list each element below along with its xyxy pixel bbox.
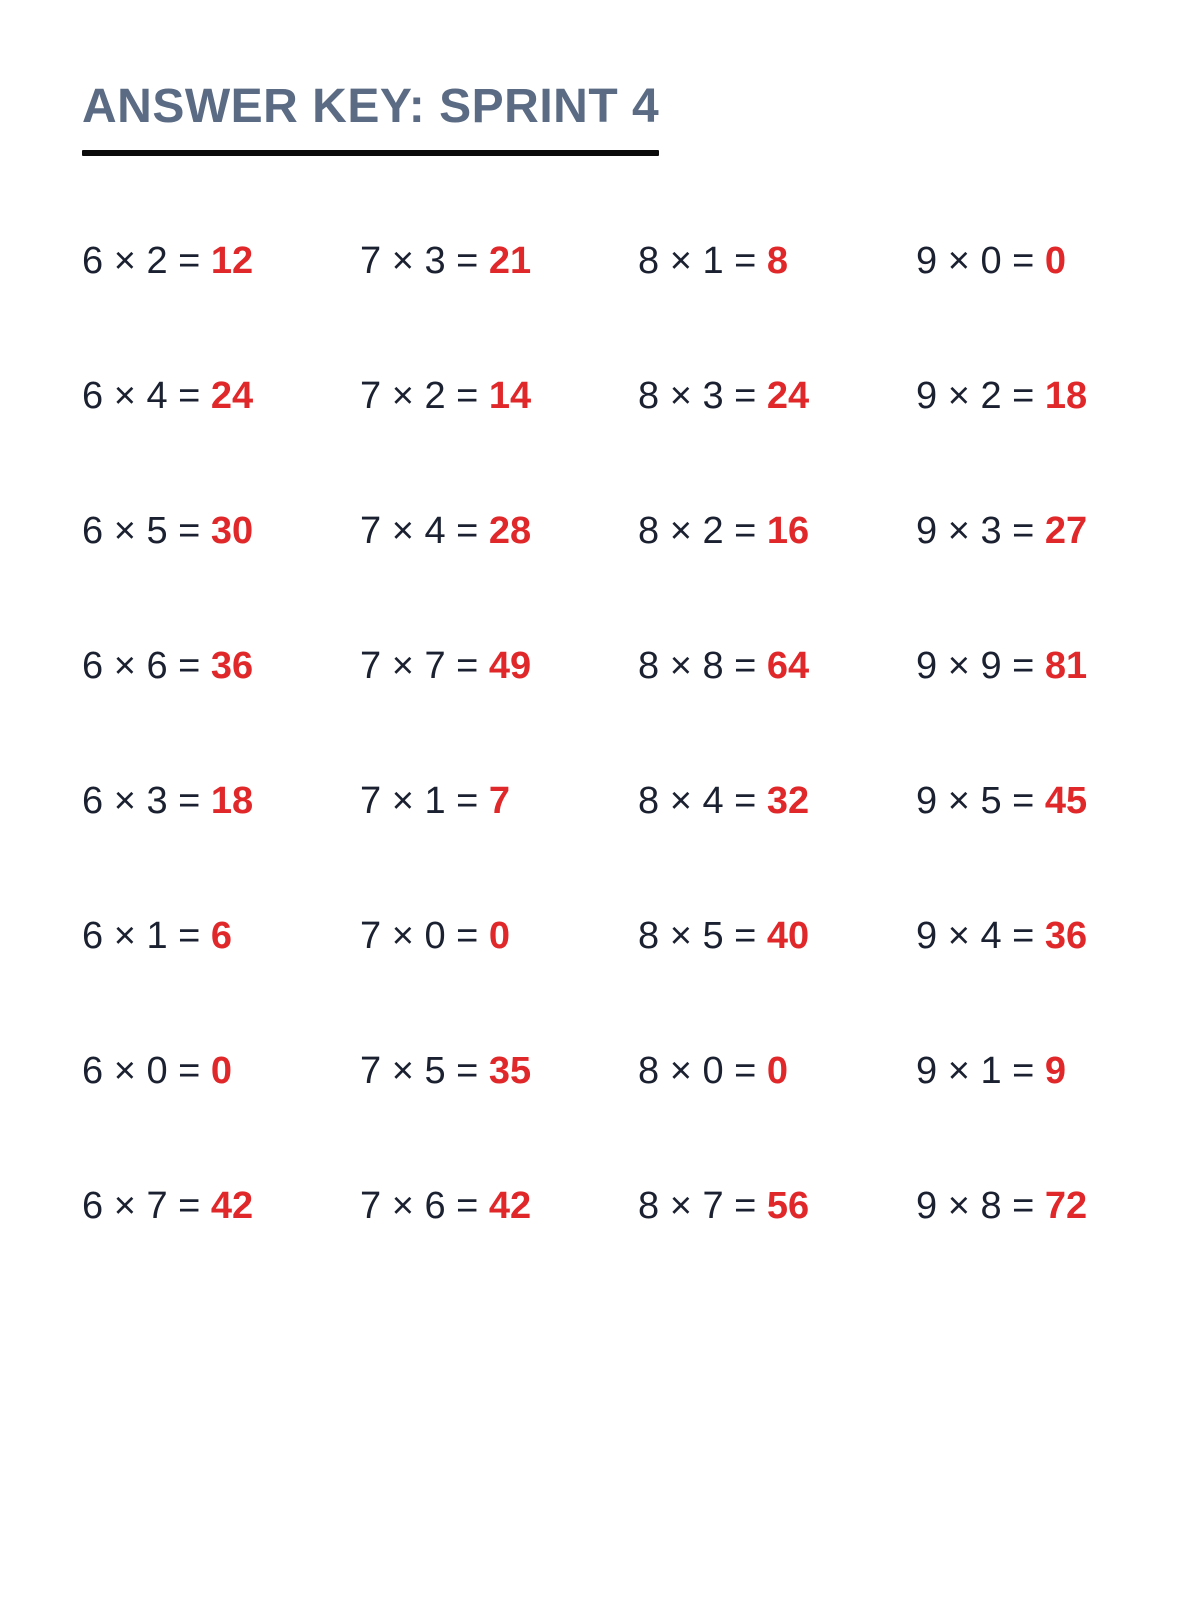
- problem-question: 8 × 5 =: [638, 915, 757, 957]
- problem-item: [82, 913, 360, 1048]
- problem-answer: 30: [210, 510, 254, 552]
- problem-answer: 42: [210, 1185, 254, 1227]
- problem-answer: 64: [766, 645, 810, 687]
- problem-item: [916, 913, 1182, 1048]
- problem-question: 9 × 0 =: [916, 240, 1035, 282]
- problem-question: 9 × 3 =: [916, 510, 1035, 552]
- problem-answer: 7: [488, 780, 511, 822]
- problem-question: 6 × 7 =: [82, 1185, 201, 1227]
- problem-question: 7 × 5 =: [360, 1050, 479, 1092]
- problem-item: [638, 508, 916, 643]
- problem-question: 9 × 4 =: [916, 915, 1035, 957]
- problem-question: 8 × 3 =: [638, 375, 757, 417]
- problem-question: 8 × 1 =: [638, 240, 757, 282]
- problem-question: 6 × 0 =: [82, 1050, 201, 1092]
- problem-item: [638, 373, 916, 508]
- problem-answer: 45: [1044, 780, 1088, 822]
- problem-question: 7 × 3 =: [360, 240, 479, 282]
- problem-item: [360, 643, 638, 778]
- answer-grid: [82, 238, 1182, 1318]
- problem-item: [82, 238, 360, 373]
- problem-answer: 12: [210, 240, 254, 282]
- problem-item: [916, 643, 1182, 778]
- problem-question: 9 × 8 =: [916, 1185, 1035, 1227]
- problem-question: 6 × 4 =: [82, 375, 201, 417]
- problem-question: 6 × 2 =: [82, 240, 201, 282]
- problem-answer: 49: [488, 645, 532, 687]
- problem-item: [916, 1048, 1182, 1183]
- problem-item: [360, 778, 638, 913]
- problem-answer: 8: [766, 240, 789, 282]
- problem-answer: 40: [766, 915, 810, 957]
- problem-answer: 18: [210, 780, 254, 822]
- problem-item: [638, 778, 916, 913]
- problem-answer: 0: [210, 1050, 233, 1092]
- title-underline: [82, 150, 659, 156]
- problem-question: 7 × 4 =: [360, 510, 479, 552]
- problem-answer: 0: [1044, 240, 1067, 282]
- problem-question: 7 × 0 =: [360, 915, 479, 957]
- problem-answer: 42: [488, 1185, 532, 1227]
- problem-item: [638, 643, 916, 778]
- problem-item: [360, 238, 638, 373]
- problem-item: [82, 1048, 360, 1183]
- problem-question: 7 × 7 =: [360, 645, 479, 687]
- page-title: ANSWER KEY: SPRINT 4: [82, 80, 660, 133]
- problem-answer: 16: [766, 510, 810, 552]
- problem-item: [82, 778, 360, 913]
- problem-item: [638, 913, 916, 1048]
- problem-question: 6 × 1 =: [82, 915, 201, 957]
- problem-question: 6 × 5 =: [82, 510, 201, 552]
- problem-answer: 32: [766, 780, 810, 822]
- problem-item: [916, 1183, 1182, 1318]
- problem-question: 7 × 1 =: [360, 780, 479, 822]
- problem-item: [916, 238, 1182, 373]
- problem-item: [916, 778, 1182, 913]
- problem-item: [360, 508, 638, 643]
- problem-question: 9 × 9 =: [916, 645, 1035, 687]
- problem-item: [360, 913, 638, 1048]
- problem-item: [638, 238, 916, 373]
- problem-item: [638, 1183, 916, 1318]
- problem-answer: 56: [766, 1185, 810, 1227]
- problem-question: 6 × 3 =: [82, 780, 201, 822]
- problem-answer: 24: [210, 375, 254, 417]
- problem-answer: 35: [488, 1050, 532, 1092]
- problem-answer: 36: [210, 645, 254, 687]
- problem-answer: 0: [766, 1050, 789, 1092]
- page-header: [82, 78, 659, 156]
- problem-question: 7 × 2 =: [360, 375, 479, 417]
- problem-item: [916, 508, 1182, 643]
- problem-question: 9 × 2 =: [916, 375, 1035, 417]
- problem-item: [360, 1183, 638, 1318]
- problem-item: [82, 643, 360, 778]
- problem-question: 9 × 1 =: [916, 1050, 1035, 1092]
- problem-answer: 21: [488, 240, 532, 282]
- problem-answer: 18: [1044, 375, 1088, 417]
- problem-answer: 72: [1044, 1185, 1088, 1227]
- problem-item: [638, 1048, 916, 1183]
- problem-answer: 0: [488, 915, 511, 957]
- problem-answer: 81: [1044, 645, 1088, 687]
- problem-answer: 27: [1044, 510, 1088, 552]
- problem-answer: 28: [488, 510, 532, 552]
- problem-answer: 14: [488, 375, 532, 417]
- problem-item: [360, 1048, 638, 1183]
- problem-item: [82, 508, 360, 643]
- problem-answer: 36: [1044, 915, 1088, 957]
- problem-answer: 6: [210, 915, 233, 957]
- problem-answer: 24: [766, 375, 810, 417]
- problem-question: 6 × 6 =: [82, 645, 201, 687]
- problem-question: 7 × 6 =: [360, 1185, 479, 1227]
- problem-question: 8 × 7 =: [638, 1185, 757, 1227]
- problem-item: [82, 373, 360, 508]
- problem-question: 8 × 2 =: [638, 510, 757, 552]
- problem-item: [916, 373, 1182, 508]
- problem-question: 8 × 4 =: [638, 780, 757, 822]
- problem-question: 8 × 8 =: [638, 645, 757, 687]
- problem-question: 8 × 0 =: [638, 1050, 757, 1092]
- problem-answer: 9: [1044, 1050, 1067, 1092]
- problem-item: [360, 373, 638, 508]
- problem-item: [82, 1183, 360, 1318]
- problem-question: 9 × 5 =: [916, 780, 1035, 822]
